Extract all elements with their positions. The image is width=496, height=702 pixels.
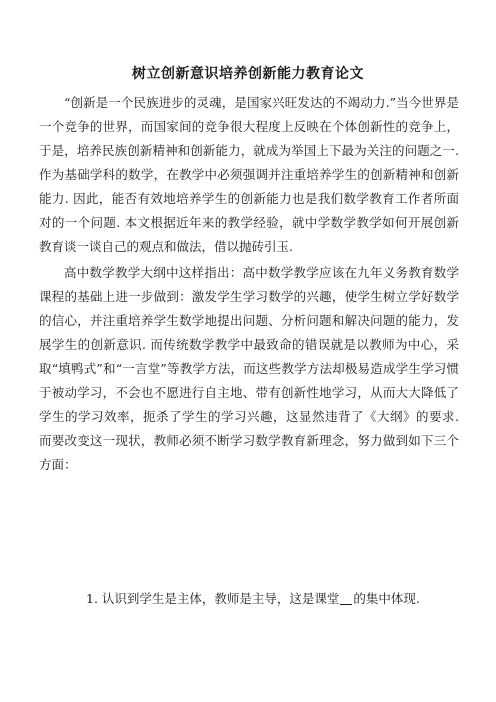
list-item-text-end: 的集中体现.: [353, 591, 420, 606]
paragraph-intro: “创新是一个民族进步的灵魂，是国家兴旺发达的不竭动力.”当今世界是一个竞争的世界，而国家间的竞争很大程度上反映在个体创新性的竞争上，于是，培养民族创新精神和创新能力，就成为举国上下最为关注的问题之一. 作为基础学科的数学，在教学中必须强调并注重培养学生的创新精神和创新能力. 因此，能否有效地培养学生的创新能力也是我们数学教育工作者所面对的一个问题. 本文根据近年来的教学经验，就中学数学教学如何开展创新教育谈一谈自己的观点和做法，借以抛砖引玉.: [39, 95, 459, 254]
document-title: 树立创新意识培养创新能力教育论文: [132, 66, 364, 82]
paragraph-syllabus: 高中数学教学大纲中这样指出：高中数学教学应该在九年义务教育数学课程的基础上进一步做到：激发学生学习数学的兴趣，使学生树立学好数学的信心，并注重培养学生数学地提出问题、分析问题和解决问题的能力，发展学生的创新意识. 而传统数学教学中最致命的错误就是以教师为中心，采取“填鸭式”和“一言堂”等教学方法，而这些教学方法却极易造成学生学习惯于被动学习，不会也不愿进行自主地、带有创新性地学习，从而大大降低了学生的学习效率，扼杀了学生的学习兴趣，这显然违背了《大纲》的要求. 而要改变这一现状，教师必须不断学习数学教育新理念，努力做到如下三个方面：: [39, 265, 459, 472]
list-item-1: [86, 587, 420, 611]
fill-in-blank: [340, 590, 352, 605]
list-item-text-start: 1. 认识到学生是主体，教师是主导，这是课堂: [86, 591, 340, 606]
